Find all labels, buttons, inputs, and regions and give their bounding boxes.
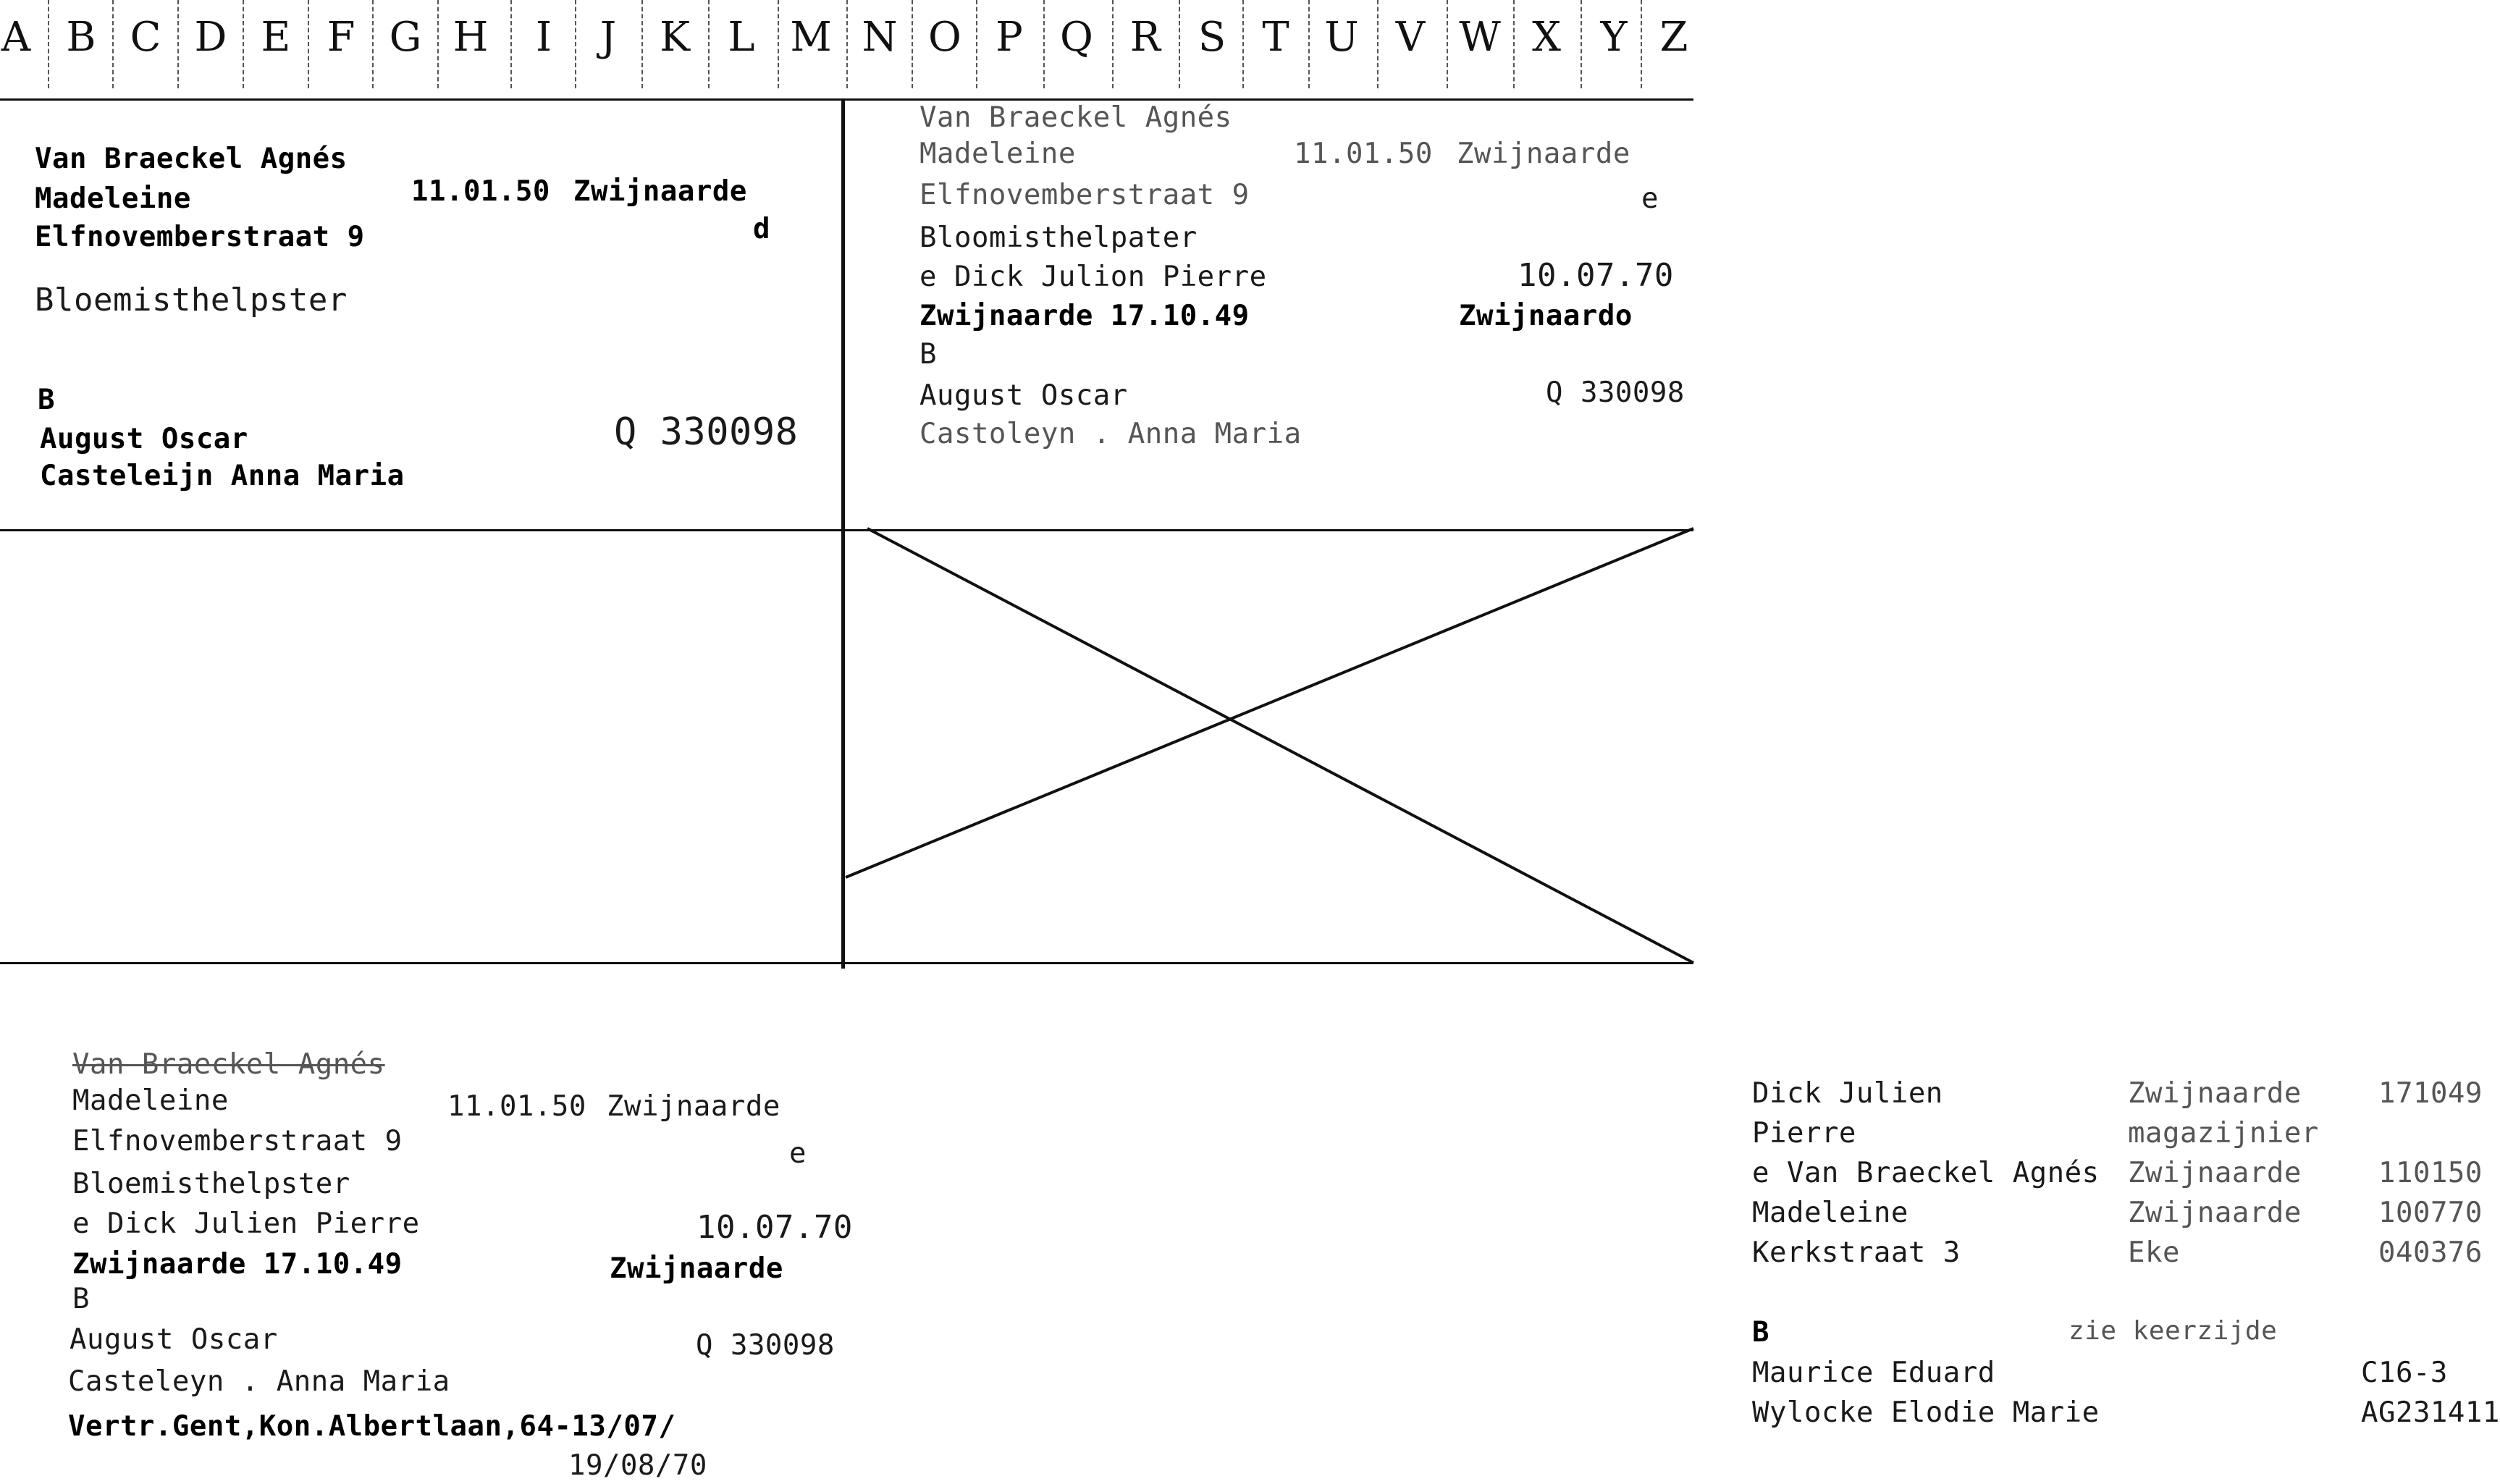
- index-letter[interactable]: J: [599, 14, 617, 61]
- card-row-date: 171049: [2378, 1077, 2483, 1110]
- index-letter[interactable]: X: [1532, 14, 1561, 61]
- card-spouse-birth: Zwijnaarde 17.10.49: [919, 300, 1250, 332]
- index-letter[interactable]: M: [790, 14, 832, 61]
- card-father: August Oscar: [919, 379, 1128, 412]
- card-mark: e: [789, 1137, 807, 1170]
- card-departure-date: 19/08/70: [568, 1449, 707, 1482]
- record-card-3: [0, 531, 853, 1482]
- index-letter[interactable]: D: [194, 14, 227, 61]
- card-marriage-date: 10.07.70: [1518, 257, 1674, 294]
- card-row-place: Zwijnaarde: [2128, 1157, 2302, 1189]
- card-birth-date: 11.01.50: [411, 175, 550, 208]
- card-birth-place: Zwijnaarde: [607, 1090, 780, 1123]
- index-letter[interactable]: U: [1324, 14, 1359, 61]
- index-letter[interactable]: S: [1198, 14, 1226, 61]
- card-name: Van Braeckel Agnés: [72, 1048, 385, 1081]
- card-row-place: Zwijnaarde: [2128, 1077, 2302, 1110]
- card-row-name: e Van Braeckel Agnés: [1752, 1157, 2100, 1189]
- card-mother: Casteleyn . Anna Maria: [68, 1365, 450, 1398]
- card-row-place: magazijnier: [2128, 1117, 2319, 1150]
- index-letter[interactable]: F: [327, 14, 355, 61]
- index-letter[interactable]: C: [130, 14, 161, 61]
- card-reference: Q 330098: [1546, 376, 1685, 409]
- index-letter[interactable]: G: [389, 14, 422, 61]
- card-reference: Q 330098: [614, 410, 799, 454]
- index-letter[interactable]: K: [660, 14, 690, 61]
- card-reference: AG231411: [2361, 1396, 2500, 1429]
- record-card-1: [0, 0, 840, 528]
- card-row-name: Pierre: [1752, 1117, 1856, 1150]
- card-address: Elfnovemberstraat 9: [72, 1125, 403, 1158]
- card-first-name: Madeleine: [919, 138, 1076, 170]
- card-row-place: Eke: [2128, 1236, 2180, 1269]
- card-address: Elfnovemberstraat 9: [919, 179, 1250, 211]
- index-letter[interactable]: N: [862, 14, 898, 61]
- card-occupation: Bloomisthelpater: [919, 222, 1198, 254]
- cross-out-mark: [846, 528, 1693, 963]
- card-row-name: Dick Julien: [1752, 1077, 1943, 1110]
- card-row-date: 100770: [2378, 1197, 2483, 1229]
- card-name: Van Braeckel Agnés: [35, 143, 348, 175]
- card-birth-place: Zwijnaarde: [1457, 138, 1630, 170]
- index-letter[interactable]: A: [1, 14, 31, 61]
- card-mother: Casteleijn Anna Maria: [40, 460, 405, 492]
- card-address: Elfnovemberstraat 9: [35, 221, 365, 253]
- card-spouse: e Dick Julion Pierre: [919, 261, 1267, 293]
- card-mark: d: [753, 213, 770, 245]
- card-reference: Q 330098: [696, 1329, 835, 1362]
- card-first-name: Madeleine: [72, 1084, 229, 1117]
- index-letter[interactable]: W: [1459, 14, 1501, 61]
- card-occupation: Bloemisthelpster: [35, 282, 348, 319]
- index-letter[interactable]: L: [728, 14, 755, 61]
- index-letter[interactable]: Z: [1659, 14, 1688, 61]
- card-row-date: 110150: [2378, 1157, 2483, 1189]
- card-marriage-place: Zwijnaardo: [1459, 300, 1633, 332]
- card-nationality: B: [38, 384, 55, 416]
- index-letter[interactable]: Q: [1060, 14, 1093, 61]
- card-spouse: e Dick Julien Pierre: [72, 1207, 420, 1240]
- card-mother: Wylocke Elodie Marie: [1752, 1396, 2100, 1429]
- card-row-name: Madeleine: [1752, 1197, 1908, 1229]
- index-letter[interactable]: B: [66, 14, 96, 61]
- index-letter[interactable]: P: [996, 14, 1023, 61]
- index-letter[interactable]: O: [928, 14, 961, 61]
- index-letter[interactable]: T: [1262, 14, 1289, 61]
- card-row-place: Zwijnaarde: [2128, 1197, 2302, 1229]
- index-letter[interactable]: V: [1395, 14, 1426, 61]
- card-nationality: B: [1752, 1316, 1769, 1349]
- index-letter[interactable]: E: [261, 14, 291, 61]
- card-nationality: B: [919, 338, 937, 371]
- card-father: Maurice Eduard: [1752, 1357, 1995, 1389]
- record-card-2: [845, 0, 1693, 528]
- index-letter[interactable]: R: [1129, 14, 1161, 61]
- index-letter[interactable]: H: [453, 14, 489, 61]
- card-father: August Oscar: [40, 423, 248, 455]
- card-father: August Oscar: [70, 1323, 278, 1356]
- card-name: Van Braeckel Agnés: [919, 101, 1232, 134]
- card-code: C16-3: [2361, 1357, 2448, 1389]
- card-first-name: Madeleine: [35, 182, 191, 215]
- card-mark: e: [1641, 182, 1659, 215]
- card-row-name: Kerkstraat 3: [1752, 1236, 1961, 1269]
- card-spouse-birth: Zwijnaarde 17.10.49: [72, 1248, 403, 1281]
- index-letter[interactable]: Y: [1600, 14, 1628, 61]
- card-birth-date: 11.01.50: [1294, 138, 1433, 170]
- card-occupation: Bloemisthelpster: [72, 1168, 350, 1200]
- card-row-date: 040376: [2378, 1236, 2483, 1269]
- card-mother: Castoleyn . Anna Maria: [919, 418, 1302, 450]
- card-marriage-place: Zwijnaarde: [610, 1252, 783, 1285]
- cross-out-stroke: [846, 528, 1693, 877]
- card-marriage-date: 10.07.70: [696, 1209, 853, 1246]
- card-nationality: B: [72, 1283, 90, 1315]
- card-departure: Vertr.Gent,Kon.Albertlaan,64-13/07/: [68, 1410, 676, 1443]
- card-birth-place: Zwijnaarde: [573, 175, 747, 208]
- cross-out-stroke: [867, 528, 1693, 963]
- index-letter[interactable]: I: [535, 14, 552, 61]
- card-note: zie keerzijde: [2068, 1316, 2278, 1346]
- card-birth-date: 11.01.50: [447, 1090, 586, 1123]
